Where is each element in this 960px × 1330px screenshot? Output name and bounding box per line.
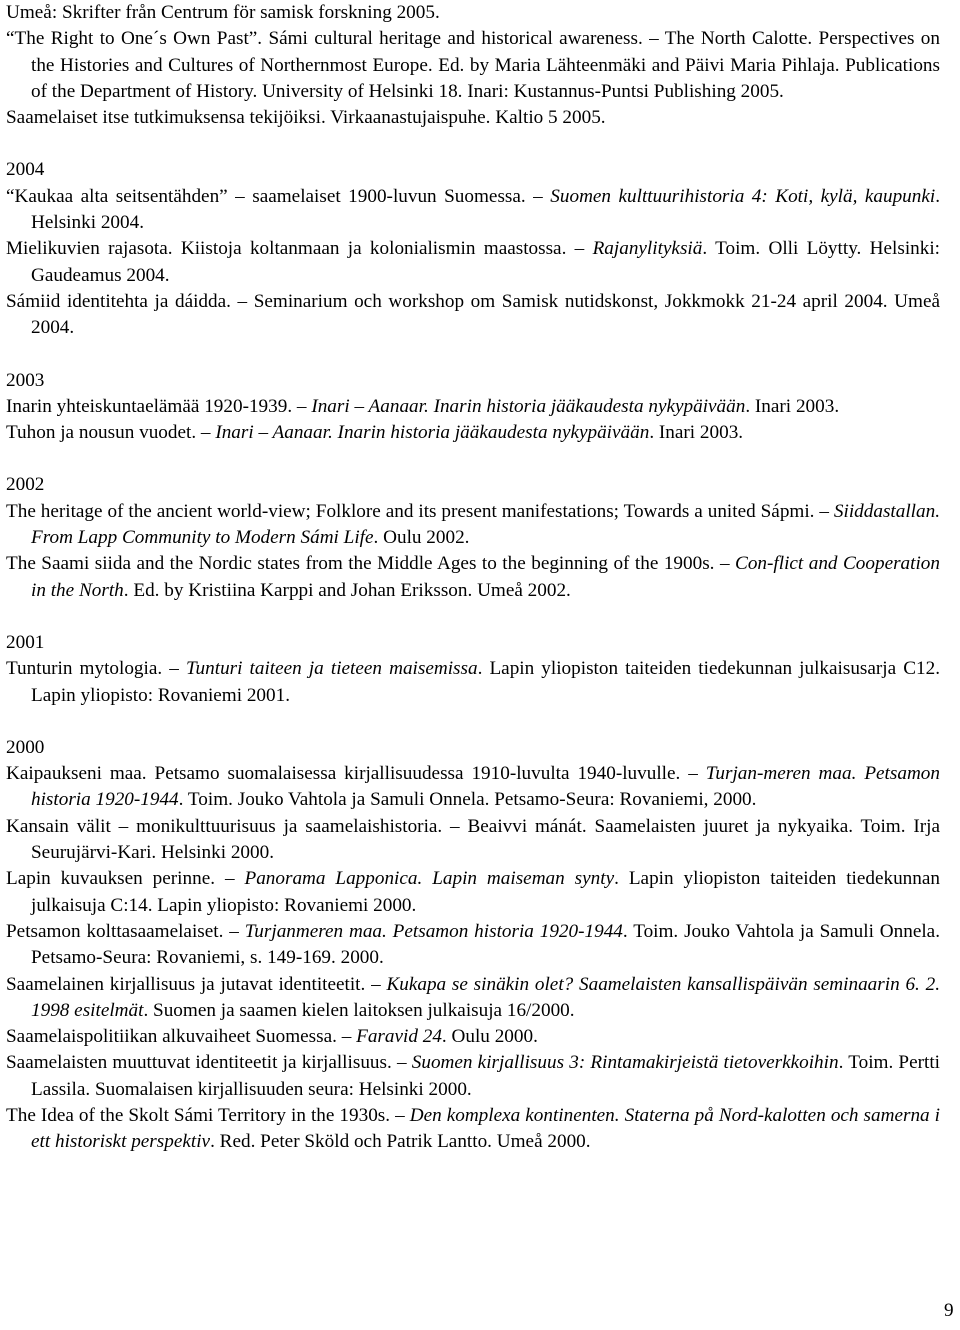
bibliography-entry <box>6 420 940 446</box>
bibliography-entry <box>6 289 940 342</box>
entry-details: . Ed. by Kristiina Karppi and Johan Eriksson. Umeå 2002. <box>123 579 571 601</box>
entry-line: Umeå: Skrifter från Centrum för samisk forskning 2005. <box>6 2 440 23</box>
entry-details: . Toim. Jouko Vahtola ja Samuli Onnela. Petsamo-Seura: Rovaniemi, 2000. <box>178 789 757 811</box>
entry-title: Saamelainen kirjallisuus ja jutavat identiteetit. – <box>6 973 387 995</box>
entry-publication: Con-flict and Cooperation in the North <box>31 553 940 601</box>
year-heading-2002: 2002 <box>6 474 45 496</box>
entry-details: . Toim. Jouko Vahtola ja Samuli Onnela. Petsamo-Seura: Rovaniemi, s. 149-169. 2000. <box>31 920 940 969</box>
entry-title: Inarin yhteiskuntaelämää 1920-1939. – <box>6 395 312 417</box>
entry-right-to-past <box>6 26 940 105</box>
bibliography-entry <box>6 1050 940 1103</box>
entry-title: Mielikuvien rajasota. Kiistoja koltanmaan ja kolonialismin maastossa. – <box>6 238 593 260</box>
bibliography-entry <box>6 919 940 972</box>
bibliography-entry <box>6 761 940 814</box>
entry-publication: Panorama Lapponica. Lapin maiseman synty <box>244 868 615 890</box>
entry-details: . Lapin yliopiston taiteiden tiedekunnan julkaisuja C:14. Lapin yliopisto: Rovaniemi 2000. <box>31 868 940 916</box>
entry-title: Tunturin mytologia. – <box>6 658 186 680</box>
bibliography-entry <box>6 972 940 1025</box>
entry-title: Petsamon kolttasaamelaiset. – <box>6 920 245 942</box>
entry-details: . Helsinki 2004. <box>31 185 941 234</box>
entry-text: “The Right to One´s Own Past”. Sámi cultural heritage and historical awareness. – The North Calotte. Perspectives on the Histories and Cultures of Northernmost Europe. Ed. by Maria Lähteenmäki and Päivi Maria Pihlaja. Publications of the Department of History. University of Helsinki 18. Inari: Kustannus-Puntsi Publishing 2005. <box>6 28 940 102</box>
bibliography-entry <box>6 866 940 919</box>
entry-publication: Rajanylityksiä <box>592 238 703 260</box>
bibliography-entry <box>6 656 940 709</box>
entry-details: . Inari 2003. <box>649 422 744 444</box>
entry-details: . Suomen ja saamen kielen laitoksen julkaisuja 16/2000. <box>143 999 575 1021</box>
year-heading-2001: 2001 <box>6 631 45 653</box>
entry-title: Lapin kuvauksen perinne. – <box>6 868 245 890</box>
entry-title: Saamelaispolitiikan alkuvaiheet Suomessa. – <box>6 1026 357 1048</box>
entry-title: Kaipaukseni maa. Petsamo suomalaisessa kirjallisuudessa 1910-luvulta 1940-luvulle. – <box>6 763 706 785</box>
page-number: 9 <box>944 1300 954 1321</box>
bibliography-entry <box>6 1103 940 1156</box>
entry-publication: Turjan-meren maa. Petsamon historia 1920-1944 <box>31 763 940 811</box>
entry-publication: Inari – Aanaar. Inarin historia jääkaudesta nykypäivään <box>311 395 746 417</box>
entry-saamelaiset-itse: Saamelaiset itse tutkimuksensa tekijöiksi. Virkaanastujaispuhe. Kaltio 5 2005. <box>6 107 606 129</box>
bibliography-entry <box>6 394 940 420</box>
bibliography-entry <box>6 184 940 237</box>
entry-title: Sámiid identitehta ja dáidda. – Seminarium och workshop om Samisk nutidskonst, Jokkmokk 21-24 april 2004. Umeå 2004. <box>6 290 940 339</box>
entry-publication: Turjanmeren maa. Petsamon historia 1920-1944 <box>244 920 623 942</box>
entry-details: . Red. Peter Sköld och Patrik Lantto. Umeå 2000. <box>210 1131 591 1153</box>
entry-publication: Faravid 24 <box>356 1026 442 1048</box>
entry-publication: Inari – Aanaar. Inarin historia jääkaudesta nykypäivään <box>215 422 650 444</box>
entry-details: . Lapin yliopiston taiteiden tiedekunnan julkaisusarja C12. Lapin yliopisto: Rovaniemi 2001. <box>31 658 941 706</box>
year-heading-2003: 2003 <box>6 369 45 391</box>
entry-title: Kansain välit – monikulttuurisuus ja saamelaishistoria. – Beaivvi mánát. Saamelaisten juuret ja nykyaika. Toim. Irja Seurujärvi-Kari. Helsinki 2000. <box>6 815 940 864</box>
year-heading-2004: 2004 <box>6 159 45 181</box>
entry-publication: Suomen kirjallisuus 3: Rintamakirjeistä tietoverkkoihin <box>411 1052 839 1074</box>
entry-publication: Kukapa se sinäkin olet? Saamelaisten kansallispäivän seminaarin 6. 2. 1998 esitelmät <box>31 973 940 1021</box>
entry-title: Saamelaisten muuttuvat identiteetit ja kirjallisuus. – <box>6 1052 412 1074</box>
bibliography-entry <box>6 499 940 552</box>
entry-publication: Tunturi taiteen ja tieteen maisemissa <box>185 658 478 680</box>
entry-details: . Oulu 2000. <box>441 1026 538 1048</box>
entry-publication: Den komplexa kontinenten. Staterna på Nord-kalotten och samerna i ett historiskt perspektiv <box>31 1104 941 1153</box>
entry-publication: Siiddastallan. From Lapp Community to Modern Sámi Life <box>31 500 940 549</box>
bibliography-page <box>6 0 940 1156</box>
entry-publication: Suomen kulttuurihistoria 4: Koti, kylä, kaupunki <box>550 185 936 207</box>
entry-title: Tuhon ja nousun vuodet. – <box>6 422 216 444</box>
bibliography-entry <box>6 551 940 604</box>
entry-title: The heritage of the ancient world-view; Folklore and its present manifestations; Towards a united Sápmi. – <box>6 500 834 522</box>
bibliography-entry <box>6 236 940 289</box>
bibliography-entry <box>6 814 940 867</box>
entries-2001 <box>6 656 940 709</box>
entry-details: . Toim. Olli Löytty. Helsinki: Gaudeamus 2004. <box>31 238 940 286</box>
entries-2004 <box>6 184 940 342</box>
entry-details: . Toim. Pertti Lassila. Suomalaisen kirjallisuuden seura: Helsinki 2000. <box>31 1052 941 1100</box>
entry-title: “Kaukaa alta seitsentähden” – saamelaiset 1900-luvun Suomessa. – <box>6 185 551 207</box>
entries-2003 <box>6 394 940 447</box>
entries-2000 <box>6 761 940 1155</box>
entry-title: The Idea of the Skolt Sámi Territory in the 1930s. – <box>6 1104 410 1126</box>
entries-2002 <box>6 499 940 604</box>
bibliography-entry <box>6 1024 940 1050</box>
entry-details: . Inari 2003. <box>745 395 840 417</box>
entry-title: The Saami siida and the Nordic states from the Middle Ages to the beginning of the 1900s. – <box>6 553 736 575</box>
year-heading-2000: 2000 <box>6 736 45 758</box>
entry-details: . Oulu 2002. <box>373 527 470 549</box>
